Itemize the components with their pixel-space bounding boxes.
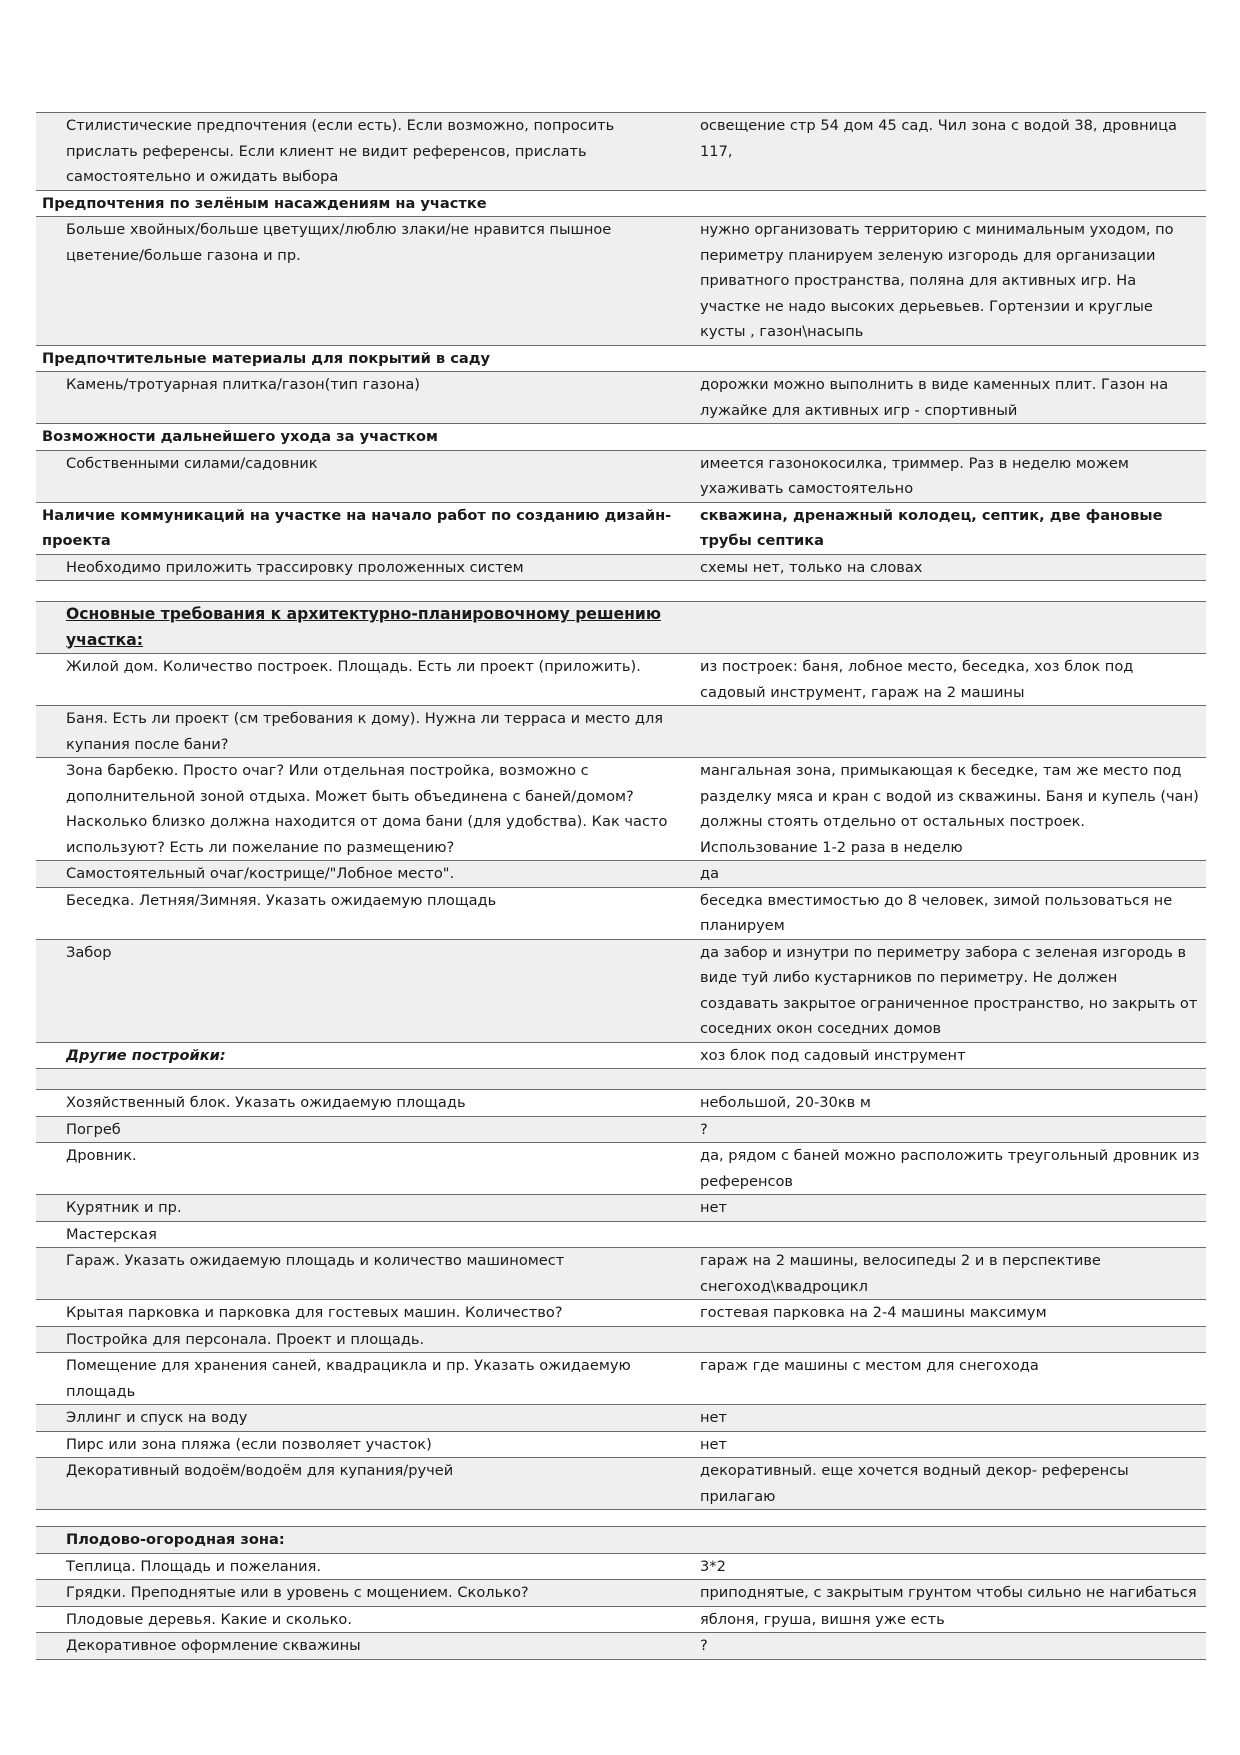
question-row: [36, 372, 1206, 424]
question-cell: Камень/тротуарная плитка/газон(тип газона): [36, 372, 694, 424]
question-row: [36, 1405, 1206, 1432]
answer-cell: дорожки можно выполнить в виде каменных плит. Газон на лужайке для активных игр - спортивный: [694, 372, 1206, 424]
answer-cell: нужно организовать территорию с минимальным уходом, по периметру планируем зеленую изгородь для организации приватного пространства, поляна для активных игр. На участке не надо высоких дерьевьев. Гортензии и круглые кусты , газон\насыпь: [694, 217, 1206, 346]
question-cell: Предпочтения по зелёным насаждениям на участке: [36, 190, 694, 217]
question-row: [36, 887, 1206, 939]
question-row: [36, 1353, 1206, 1405]
question-cell: Пирс или зона пляжа (если позволяет участок): [36, 1431, 694, 1458]
question-cell: Стилистические предпочтения (если есть). Если возможно, попросить прислать референсы. Если клиент не видит референсов, прислать самостоятельно и ожидать выбора: [36, 113, 694, 191]
answer-cell: [694, 345, 1206, 372]
question-row: [36, 1326, 1206, 1353]
question-cell: Другие постройки:: [36, 1042, 694, 1069]
answer-cell: ?: [694, 1633, 1206, 1660]
question-cell: Курятник и пр.: [36, 1195, 694, 1222]
question-cell: Больше хвойных/больше цветущих/люблю злаки/не нравится пышное цветение/больше газона и пр.: [36, 217, 694, 346]
answer-cell: гостевая парковка на 2-4 машины максимум: [694, 1300, 1206, 1327]
answer-cell: [694, 706, 1206, 758]
question-cell: Помещение для хранения саней, квадрацикла и пр. Указать ожидаемую площадь: [36, 1353, 694, 1405]
question-cell: Постройка для персонала. Проект и площадь.: [36, 1326, 694, 1353]
answer-cell: ?: [694, 1116, 1206, 1143]
question-cell: Крытая парковка и парковка для гостевых машин. Количество?: [36, 1300, 694, 1327]
block-heading-row: [36, 602, 1206, 654]
question-row: [36, 1221, 1206, 1248]
answer-cell: приподнятые, с закрытым грунтом чтобы сильно не нагибаться: [694, 1580, 1206, 1607]
brief-table: [36, 112, 1206, 1660]
answer-cell: хоз блок под садовый инструмент: [694, 1042, 1206, 1069]
answer-cell: [694, 1221, 1206, 1248]
spacer-cell: [36, 1069, 1206, 1090]
question-row: [36, 1580, 1206, 1607]
answer-cell: нет: [694, 1431, 1206, 1458]
answer-cell: гараж где машины с местом для снегохода: [694, 1353, 1206, 1405]
brief-rows: [36, 113, 1206, 1660]
answer-cell: да: [694, 861, 1206, 888]
question-cell: Баня. Есть ли проект (см требования к дому). Нужна ли терраса и место для купания после бани?: [36, 706, 694, 758]
question-row: [36, 1300, 1206, 1327]
answer-cell: нет: [694, 1195, 1206, 1222]
question-row: [36, 758, 1206, 861]
question-cell: Погреб: [36, 1116, 694, 1143]
section-heading-row: [36, 502, 1206, 554]
question-row: [36, 1195, 1206, 1222]
section-heading-row: [36, 190, 1206, 217]
answer-cell: гараж на 2 машины, велосипеды 2 и в перспективе снегоход\квадроцикл: [694, 1248, 1206, 1300]
question-row: [36, 706, 1206, 758]
question-cell: Плодовые деревья. Какие и сколько.: [36, 1606, 694, 1633]
question-row: [36, 1431, 1206, 1458]
subheading-row: [36, 1042, 1206, 1069]
question-cell: Беседка. Летняя/Зимняя. Указать ожидаемую площадь: [36, 887, 694, 939]
answer-cell: освещение стр 54 дом 45 сад. Чил зона с водой 38, дровница 117,: [694, 113, 1206, 191]
spacer-cell: [36, 1510, 1206, 1527]
spacer-row: [36, 1069, 1206, 1090]
spacer-cell: [36, 581, 1206, 602]
answer-cell: небольшой, 20-30кв м: [694, 1090, 1206, 1117]
question-row: [36, 1248, 1206, 1300]
answer-cell: да забор и изнутри по периметру забора с зеленая изгородь в виде туй либо кустарников по периметру. Не должен создавать закрытое ограниченное пространство, но закрыть от соседних окон соседних домов: [694, 939, 1206, 1042]
question-cell: Наличие коммуникаций на участке на начало работ по созданию дизайн-проекта: [36, 502, 694, 554]
spacer-row: [36, 581, 1206, 602]
question-row: [36, 450, 1206, 502]
question-row: [36, 113, 1206, 191]
question-cell: Гараж. Указать ожидаемую площадь и количество машиномест: [36, 1248, 694, 1300]
question-row: [36, 1606, 1206, 1633]
answer-cell: нет: [694, 1405, 1206, 1432]
question-cell: Декоративный водоём/водоём для купания/ручей: [36, 1458, 694, 1510]
question-cell: Необходимо приложить трассировку проложенных систем: [36, 554, 694, 581]
answer-cell: скважина, дренажный колодец, септик, две фановые трубы септика: [694, 502, 1206, 554]
question-cell: Хозяйственный блок. Указать ожидаемую площадь: [36, 1090, 694, 1117]
question-cell: Собственными силами/садовник: [36, 450, 694, 502]
answer-cell: из построек: баня, лобное место, беседка, хоз блок под садовый инструмент, гараж на 2 машины: [694, 654, 1206, 706]
question-cell: Самостоятельный очаг/кострище/"Лобное место".: [36, 861, 694, 888]
question-row: [36, 1458, 1206, 1510]
question-row: [36, 217, 1206, 346]
question-row: [36, 1633, 1206, 1660]
question-cell: Дровник.: [36, 1143, 694, 1195]
question-cell: Эллинг и спуск на воду: [36, 1405, 694, 1432]
question-row: [36, 1090, 1206, 1117]
question-cell: Декоративное оформление скважины: [36, 1633, 694, 1660]
block-heading-row: [36, 1527, 1206, 1554]
answer-cell: [694, 190, 1206, 217]
question-row: [36, 1116, 1206, 1143]
answer-cell: [694, 602, 1206, 654]
question-row: [36, 861, 1206, 888]
question-cell: Забор: [36, 939, 694, 1042]
answer-cell: [694, 424, 1206, 451]
question-row: [36, 554, 1206, 581]
question-cell: Грядки. Преподнятые или в уровень с мощением. Сколько?: [36, 1580, 694, 1607]
question-cell: Жилой дом. Количество построек. Площадь. Есть ли проект (приложить).: [36, 654, 694, 706]
question-cell: Мастерская: [36, 1221, 694, 1248]
brief-page: [36, 112, 1206, 1660]
question-row: [36, 1553, 1206, 1580]
section-heading-row: [36, 345, 1206, 372]
question-row: [36, 654, 1206, 706]
section-heading-row: [36, 424, 1206, 451]
question-cell: Теплица. Площадь и пожелания.: [36, 1553, 694, 1580]
spacer-row: [36, 1510, 1206, 1527]
answer-cell: имеется газонокосилка, триммер. Раз в неделю можем ухаживать самостоятельно: [694, 450, 1206, 502]
answer-cell: декоративный. еще хочется водный декор- референсы прилагаю: [694, 1458, 1206, 1510]
question-cell: Основные требования к архитектурно-планировочному решению участка:: [36, 602, 694, 654]
answer-cell: мангальная зона, примыкающая к беседке, там же место под разделку мяса и кран с водой из скважины. Баня и купель (чан) должны стоять отдельно от остальных построек. Использование 1-2 раза в неделю: [694, 758, 1206, 861]
answer-cell: [694, 1326, 1206, 1353]
answer-cell: да, рядом с баней можно расположить треугольный дровник из референсов: [694, 1143, 1206, 1195]
question-cell: Зона барбекю. Просто очаг? Или отдельная постройка, возможно с дополнительной зоной отдыха. Может быть объединена с баней/домом? Насколько близко должна находится от дома бани (для удобства). Как часто используют? Есть ли пожелание по размещению?: [36, 758, 694, 861]
answer-cell: 3*2: [694, 1553, 1206, 1580]
question-row: [36, 1143, 1206, 1195]
answer-cell: [694, 1527, 1206, 1554]
answer-cell: беседка вместимостью до 8 человек, зимой пользоваться не планируем: [694, 887, 1206, 939]
answer-cell: схемы нет, только на словах: [694, 554, 1206, 581]
question-cell: Плодово-огородная зона:: [36, 1527, 694, 1554]
question-cell: Предпочтительные материалы для покрытий в саду: [36, 345, 694, 372]
answer-cell: яблоня, груша, вишня уже есть: [694, 1606, 1206, 1633]
question-row: [36, 939, 1206, 1042]
question-cell: Возможности дальнейшего ухода за участком: [36, 424, 694, 451]
